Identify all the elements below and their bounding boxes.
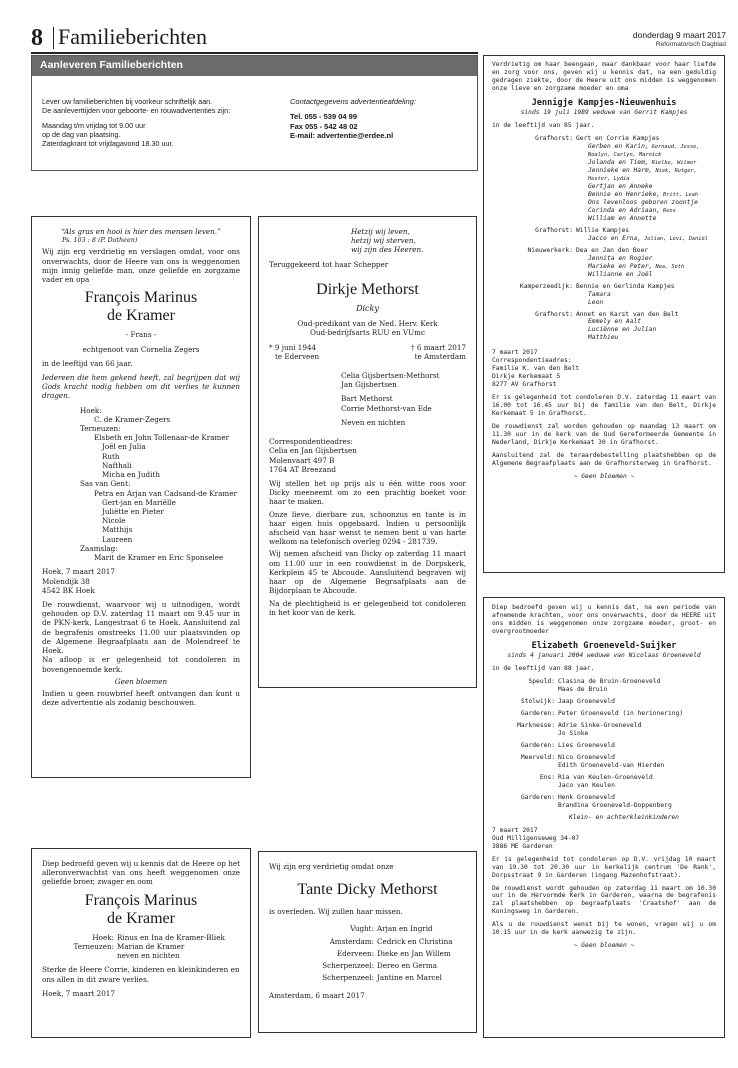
- place-label: [492, 782, 558, 790]
- ad-intro: Wij zijn erg verdrietig en verslagen omdat, voor ons onverwachts, door de Heere van ons is weggenomen mijn innig geliefde man, onze geliefde en zorgzame vader en opa: [42, 247, 240, 285]
- ad-intro: Diep bedroefd geven wij u kennis dat de Heere op het alleronverwachtst van ons heeft weggenomen onze geliefde broer, zwager en oom: [42, 859, 240, 887]
- family-name: Edith Groeneveld-van Hierden: [558, 761, 665, 769]
- family-name: Elsbeth en John Tollenaar-de Kramer: [94, 433, 230, 443]
- bible-quote: “Als gras en hooi is hier des mensen leven.”: [61, 227, 221, 236]
- family-list: [269, 371, 466, 427]
- family-name: Jo Sinke: [558, 729, 589, 737]
- address-line: Familie K. van den Belt: [492, 365, 580, 373]
- family-row: [492, 175, 716, 183]
- family-name: Dereo en Germa: [377, 961, 438, 971]
- grandchildren-names: Julian, Levi, Daniël: [644, 235, 708, 242]
- ad-note: Indien u geen rouwbrief heeft ontvangen dan kunt u deze advertentie als zodanig beschouwen.: [42, 688, 240, 708]
- place-label: [492, 334, 576, 342]
- family-row: [492, 754, 716, 762]
- poem-line: Hetzij wij leven,: [351, 227, 410, 236]
- family-name: Maas de Bruin: [558, 685, 608, 693]
- family-row: [492, 774, 716, 782]
- family-row: [492, 762, 716, 770]
- family-name-main: Jennita en Rogier: [588, 254, 653, 262]
- family-row: [492, 730, 716, 738]
- family-name: [576, 199, 716, 207]
- family-name: Marit de Kramer en Eric Sponselee: [94, 553, 224, 563]
- family-name: [576, 135, 716, 143]
- address-line: Hoek, 7 maart 2017: [42, 567, 115, 577]
- deceased-surname: de Kramer: [107, 307, 175, 325]
- address-line: Correspondentieadres:: [492, 357, 572, 365]
- address-line: Molenvaart 497 B: [269, 455, 335, 465]
- ad-wish: Sterke de Heere Corrie, kinderen en kleinkinderen en ons allen in dit zware verlies.: [42, 965, 240, 984]
- family-name-main: Gertjan en Anneke: [588, 182, 653, 190]
- ad-date: Amsterdam, 6 maart 2017: [269, 990, 365, 1000]
- family-name: [576, 207, 716, 215]
- service-info: De rouwdienst, waarvoor wij u uitnodigen, wordt gehouden op D.V. zaterdag 11 maart om 9.45 uur in de PKN-kerk, Langestraat 6 te Hoek. Aansluitend zal de begrafenis omstreeks 11.00 uur plaatsvinden op de Algemene Begraafplaats aan de Molendreef te Hoek.: [42, 599, 240, 656]
- nickname: Dicky: [356, 303, 379, 313]
- grandchildren-names: Rens: [663, 207, 676, 214]
- family-name: Jaap Groeneveld: [558, 697, 615, 705]
- family-row: [492, 263, 716, 271]
- info-contact: [290, 97, 470, 141]
- family-row: [492, 334, 716, 342]
- address-line: Oud Milligenseweg 34-07: [492, 834, 580, 842]
- family-group: [492, 283, 716, 307]
- family-rows: [492, 678, 716, 810]
- family-row: [492, 283, 716, 291]
- family-row: [492, 802, 716, 810]
- family-name: Arjan en Ingrid: [377, 924, 433, 934]
- place-label: Marknesse:: [517, 721, 555, 729]
- place-label: Hoek:: [92, 932, 114, 942]
- place-label: Zaamslag:: [80, 543, 118, 553]
- place-label: Scherpenzeel:: [322, 961, 374, 971]
- family-group: [492, 247, 716, 279]
- family-row: [42, 933, 240, 942]
- family-row: [492, 710, 716, 718]
- ad-groeneveld: [483, 597, 725, 1038]
- family-name: [576, 283, 716, 291]
- address-line: 1764 AT Breezand: [269, 464, 336, 474]
- family-name: Nafthali: [102, 460, 132, 470]
- family-name: [576, 183, 716, 191]
- place-label: [492, 175, 576, 183]
- family-name: [576, 235, 716, 243]
- place-label: Terneuzen:: [73, 941, 114, 951]
- family-name: Gert-jan en Mariëlle: [102, 497, 176, 507]
- place-label: [492, 326, 576, 334]
- grandchildren-names: Gernaud, Jesse,: [651, 143, 700, 150]
- service-info: De rouwdienst wordt gehouden op zaterdag 11 maart om 10.30 uur in de Hervormde Kerk in Garderen, waarna de begrafenis zal plaatshebben op begraafplaats 'Craatshof' aan de Koningsweg in Garderen.: [492, 884, 716, 916]
- family-row: [492, 318, 716, 326]
- place-label: [492, 686, 558, 694]
- family-row: [492, 199, 716, 207]
- place-label: [492, 151, 576, 159]
- family-group: [492, 754, 716, 770]
- page-number: 8: [31, 25, 43, 51]
- place-label: [492, 291, 576, 299]
- family-name-main: Jennieke en Harm,: [588, 166, 653, 174]
- place-label: Grafhorst:: [535, 134, 573, 142]
- family-row: [492, 255, 716, 263]
- family-row: [492, 271, 716, 279]
- family-row: [269, 937, 466, 946]
- header-rule: [31, 52, 478, 54]
- family-name: [576, 215, 716, 223]
- contact-phone[interactable]: Tel. 055 - 539 04 99: [290, 111, 357, 121]
- family-name: Dieke en Jan Willem: [377, 948, 451, 958]
- family-name-main: Matthieu: [588, 334, 619, 342]
- grandchildren-names: Britt, Leah: [663, 191, 699, 198]
- family-name-main: Leon: [588, 298, 604, 306]
- family-name: [576, 299, 716, 307]
- place-label: [492, 191, 576, 199]
- poem: [269, 227, 466, 255]
- family-name: Ria van Keulen-Groeneveld: [558, 773, 653, 781]
- info-box-title: Aanleveren Familieberichten: [32, 56, 477, 76]
- family-row: [42, 942, 240, 951]
- family-name-main: Luciënne en Julian: [588, 326, 657, 334]
- place-label: Garderen:: [520, 793, 555, 801]
- family-name-main: Tamara: [588, 290, 611, 298]
- family-name: Jantine en Marcel: [377, 973, 442, 983]
- info-line: op de dag van plaatsing.: [42, 130, 121, 140]
- no-flowers: ~ Geen bloemen ~: [573, 473, 635, 481]
- info-box: [31, 55, 478, 171]
- family-name: [576, 291, 716, 299]
- age-line: in de leeftijd van 85 jaar.: [492, 121, 595, 129]
- place-label: [492, 762, 558, 770]
- family-row: [492, 742, 716, 750]
- place-label: [492, 802, 558, 810]
- info-line: De aanleverttijden voor geboorte- en rouwadvertenties zijn:: [42, 106, 231, 116]
- place-label: [492, 299, 576, 307]
- ad-intro: Diep bedroefd geven wij u kennis dat, na een periode van afnemende krachten, voor ons onverwachts, door de HEERE uit ons midden is weggenomen onze zorgzame moeder, groot- en overgrootmoeder: [492, 604, 716, 635]
- ad-intro: Teruggekeerd tot haar Schepper: [269, 259, 389, 269]
- family-name: [576, 255, 716, 263]
- family-row: [492, 782, 716, 790]
- family-name: Clasina de Bruin-Groeneveld: [558, 677, 661, 685]
- service-info: De rouwdienst zal worden gehouden op maandag 13 maart om 11.30 uur in de kerk van de Oud Gereformeerde Gemeente in Nederland, Dirkje Kerkemaat 30 in Grafhorst.: [492, 423, 716, 447]
- contact-email[interactable]: E-mail: advertentie@erdee.nl: [290, 131, 394, 141]
- place-label: Terneuzen:: [80, 424, 121, 434]
- place-label: Amsterdam:: [329, 936, 374, 946]
- ad-kampjes: [483, 55, 725, 573]
- family-name: Joël en Julia: [102, 442, 146, 452]
- place-label: [492, 235, 576, 243]
- ad-intro: Wij zijn erg verdrietig omdat onze: [269, 862, 394, 871]
- family-name: Micha en Judith: [102, 470, 160, 480]
- address-line: Celia en Jan Gijsbertsen: [269, 446, 357, 456]
- address-line: 3886 ME Garderen: [492, 842, 553, 850]
- family-group: [492, 678, 716, 694]
- family-name-main: Annet en Karst van den Belt: [576, 310, 679, 318]
- family-row: [492, 215, 716, 223]
- family-row: [269, 973, 466, 982]
- family-row: [492, 151, 716, 159]
- info-line: Lever uw familieberichten bij voorkeur schriftelijk aan.: [42, 97, 213, 106]
- family-name: Nicole: [102, 516, 126, 526]
- family-row: [42, 951, 240, 960]
- death-place: te Amsterdam: [414, 351, 466, 361]
- family-name: [576, 263, 716, 271]
- place-label: [492, 263, 576, 271]
- address-line: 4542 BK Hoek: [42, 585, 95, 595]
- place-label: Garderen:: [520, 709, 555, 717]
- poem-line: wij zijn des Heeren.: [351, 245, 424, 255]
- ad-de-kramer-family: [31, 216, 251, 778]
- family-row: [492, 686, 716, 694]
- condolence-info: Er is gelegenheid tot condoleren op D.V. vrijdag 10 maart van 19.30 tot 20.30 uur in kerkelijk centrum 'De Rank', Dorpsstraat 9 in Garderen (ingang Mazenhofstraat).: [492, 855, 716, 879]
- contact-fax: Fax 055 - 542 48 02: [290, 121, 358, 131]
- family-row: [492, 247, 716, 255]
- service-info: Wij nemen afscheid van Dicky op zaterdag 11 maart om 11.00 uur in een rouwdienst in de Dorpskerk, Kerkplein 45 te Abcoude. Aansluitend begraven wij haar op de Algemene Begraafplaats aan de Bijdorplaan te Abcoude.: [269, 549, 466, 596]
- family-name-main: Willie Kampjes: [576, 226, 630, 234]
- family-group: [492, 710, 716, 718]
- condolence-info: Na de plechtigheid is er gelegenheid tot condoleren in het koor van de kerk.: [269, 598, 466, 617]
- dates-row: [269, 343, 466, 361]
- place-label: [492, 183, 576, 191]
- family-name: Marian de Kramer: [117, 941, 185, 951]
- info-line: Maandag t/m vrijdag tot 9.00 uur: [42, 120, 146, 130]
- family-name: Henk Groeneveld: [558, 793, 615, 801]
- address-line: 7 maart 2017: [492, 826, 538, 834]
- deceased-name: Tante Dicky Methorst: [297, 881, 438, 899]
- family-group: [492, 227, 716, 243]
- grandchildren-line: Klein- en achterkleinkinderen: [569, 813, 679, 821]
- family-row: [492, 183, 716, 191]
- place-label: Ens:: [539, 773, 555, 781]
- family-name: [576, 175, 716, 183]
- quote-reference: Ps. 103 : 8 (P. Datheen): [62, 236, 138, 245]
- grandchildren-names: Noalyn, Carlyn, Marnick: [588, 151, 662, 158]
- family-name: Matthijs: [102, 525, 133, 535]
- family-name: Petra en Arjan van Cadsand-de Kramer: [94, 488, 237, 498]
- deceased-name: François Marinus: [84, 891, 198, 909]
- family-name-main: Dea en Jan den Boer: [576, 246, 649, 254]
- family-row: [269, 924, 466, 933]
- ad-dirkje-methorst: [258, 216, 477, 688]
- family-name-main: Bennie en Gerlinda Kampjes: [576, 282, 675, 290]
- family-name: Celia Gijsbertsen-Methorst: [341, 370, 440, 380]
- family-row: [492, 167, 716, 175]
- family-row: [492, 794, 716, 802]
- place-label: [492, 207, 576, 215]
- birth-place: te Ederveen: [275, 351, 320, 361]
- deceased-name: Dirkje Methorst: [316, 280, 419, 298]
- deceased-name: Jennigje Kampjes-Nieuwenhuis: [531, 97, 677, 108]
- family-name: Juliëtte en Pieter: [102, 507, 164, 516]
- place-label: [492, 730, 558, 738]
- family-name: [576, 151, 716, 159]
- condolence-info: Na afloop is er gelegenheid tot condoleren in bovengenoemde kerk.: [42, 655, 240, 674]
- family-row: [492, 291, 716, 299]
- family-row: [492, 678, 716, 686]
- ad-de-kramer-siblings: [31, 848, 251, 1038]
- address-line: Molendijk 38: [42, 576, 90, 586]
- place-label: [492, 159, 576, 167]
- info-left: [42, 97, 282, 149]
- deceased-name: François Marinus: [84, 289, 198, 307]
- family-name: [576, 318, 716, 326]
- family-name: Peter Groeneveld (in herinnering): [558, 709, 684, 717]
- place-label: [492, 167, 576, 175]
- family-name: [576, 167, 716, 175]
- header-paper: Reformatorisch Dagblad: [655, 41, 726, 48]
- family-name: [576, 227, 716, 235]
- family-name: Ruth: [102, 451, 120, 461]
- place-label: Kamperzeedijk:: [519, 282, 573, 290]
- place-label: [492, 318, 576, 326]
- family-name-main: Willianne en Joël: [588, 270, 653, 278]
- ad-paragraph: Wij stellen het op prijs als u één witte roos voor Dicky meeneemt om zo een prachtig boeket voor haar te maken.: [269, 478, 466, 507]
- family-name: Cedrick en Christina: [377, 936, 453, 946]
- family-name: [576, 247, 716, 255]
- family-name: Rinus en Ina de Kramer-Bliek: [117, 932, 225, 942]
- widow-line: sinds 19 juli 1989 weduwe van Gerrit Kampjes: [520, 108, 688, 116]
- grandchildren-names: Hester, Lydia: [588, 175, 630, 182]
- ad-paragraph: Als u de rouwdienst wenst bij te wonen, vragen wij u om 10.15 uur in de kerk aanwezig te zijn.: [492, 921, 716, 937]
- family-group: [492, 774, 716, 790]
- place-label: Grafhorst:: [535, 226, 573, 234]
- grandchildren-names: Noa, Seth: [655, 263, 685, 270]
- info-line: Zaterdagkrant tot vrijdagavond 18.30 uur.: [42, 139, 174, 149]
- address-line: Dirkje Kerkemaat 5: [492, 373, 561, 381]
- family-name: Brandina Groeneveld-Doppenberg: [558, 801, 672, 809]
- place-label: Ederveen:: [336, 948, 374, 958]
- family-name-main: Bennie en Henrieke,: [588, 190, 661, 198]
- family-name-main: Jolanda en Tiem,: [588, 158, 649, 166]
- deceased-surname: de Kramer: [107, 909, 175, 927]
- place-label: Meerveld:: [520, 753, 555, 761]
- family-row: [492, 143, 716, 151]
- family-row: [492, 299, 716, 307]
- deceased-name: Elizabeth Groeneveld-Suijker: [531, 640, 677, 651]
- address-line: 7 maart 2017: [492, 349, 538, 357]
- family-name: Corrie Methorst-van Ede: [341, 403, 432, 413]
- family-name: [576, 191, 716, 199]
- place-label: [492, 255, 576, 263]
- ad-quote: Iedereen die hem gekend heeft, zal begrijpen dat wij Gods kracht nodig hebben om dit verlies te kunnen dragen.: [42, 372, 240, 401]
- family-row: [492, 235, 716, 243]
- place-label: [492, 271, 576, 279]
- death-date: † 6 maart 2017: [410, 342, 466, 352]
- family-name-main: Gert en Corrie Kampjes: [576, 134, 660, 142]
- family-group: [492, 698, 716, 706]
- family-name-main: Emmely en Aalt: [588, 318, 642, 326]
- family-row: [492, 722, 716, 730]
- address-line: Correspondentieadres:: [269, 437, 353, 447]
- family-name-main: William en Annette: [588, 214, 657, 222]
- family-name: neven en nichten: [117, 951, 180, 961]
- ad-line: is overleden. Wij zullen haar missen.: [269, 907, 403, 917]
- no-flowers: Geen bloemen: [114, 676, 168, 686]
- family-name-main: Jacco en Erna,: [588, 234, 642, 242]
- family-group: [492, 311, 716, 343]
- family-name-main: Ons levenloos geboren zoontje: [588, 198, 698, 206]
- role-line: Oud-predikant van de Ned. Herv. Kerk: [297, 319, 438, 329]
- place-label: [492, 143, 576, 151]
- address-line: 8277 AV Grafhorst: [492, 381, 557, 389]
- family-name: Bart Methorst: [341, 394, 393, 404]
- place-label: Grafhorst:: [535, 310, 573, 318]
- no-flowers: ~ Geen bloemen ~: [573, 942, 635, 950]
- grandchildren-names: Rielke, Wilmer: [651, 159, 697, 166]
- place-label: Vught:: [350, 924, 374, 934]
- widow-line: sinds 4 januari 2004 weduwe van Nicolaas Groeneveld: [507, 651, 701, 659]
- grandchildren-names: Niek, Rutger,: [655, 167, 697, 174]
- family-name: Jan Gijsbertsen: [341, 380, 397, 390]
- place-label: Scherpenzeel:: [322, 973, 374, 983]
- family-name-main: Gerben en Karin,: [588, 142, 649, 150]
- place-label: Sas van Gent:: [80, 479, 131, 489]
- family-name-main: Marieke en Peter,: [588, 262, 653, 270]
- family-group: [492, 722, 716, 738]
- family-name: Laureen: [102, 534, 133, 544]
- family-group: [492, 742, 716, 750]
- family-row: [492, 191, 716, 199]
- family-name: [576, 159, 716, 167]
- family-name: [576, 334, 716, 342]
- family-name-main: Corinda en Adriaan,: [588, 206, 661, 214]
- family-name: [576, 271, 716, 279]
- family-name: [576, 143, 716, 151]
- place-label: [492, 215, 576, 223]
- header-date: donderdag 9 maart 2017: [632, 30, 726, 40]
- family-row: [269, 949, 466, 958]
- ad-paragraph: Onze lieve, dierbare zus, schoonzus en tante is in haar eigen huis opgebaard. Indien u persoonlijk afscheid van haar wenst te nemen bent u van harte welkom na telefonisch overleg 0294 - 281739.: [269, 509, 466, 547]
- family-group: [492, 794, 716, 810]
- poem-line: hetzij wij sterven,: [351, 236, 416, 246]
- family-group: [492, 135, 716, 223]
- family-row: [492, 207, 716, 215]
- age-line: in de leeftijd van 66 jaar.: [42, 358, 133, 368]
- section-title: Familieberichten: [58, 24, 208, 49]
- ad-intro: Verdrietig om haar beengaan, maar dankbaar voor haar liefde en zorg voor ons, geven wij u kennis dat, na een geduldig gedragen ziekte, door de Heere uit ons midden is weggenomen onze lieve en zorgzame moeder en oma: [492, 61, 716, 92]
- spouse-line: echtgenoot van Cornelia Zegers: [82, 344, 200, 354]
- family-row: [492, 698, 716, 706]
- birth-date: * 9 juni 1944: [269, 342, 317, 352]
- place-label: Stolwijk:: [520, 697, 555, 705]
- place-label: [492, 199, 576, 207]
- ad-tante-dicky: [258, 851, 477, 1033]
- ad-date: Hoek, 7 maart 2017: [42, 988, 115, 998]
- family-name: Neven en nichten: [341, 417, 406, 427]
- family-row: [492, 227, 716, 235]
- family-list: [42, 406, 240, 563]
- age-line: in de leeftijd van 88 jaar.: [492, 664, 595, 672]
- contact-title: Contactgegevens advertentieafdeling:: [290, 97, 416, 106]
- family-name: Adrie Sinke-Groeneveld: [558, 721, 642, 729]
- place-label: Hoek:: [80, 405, 102, 415]
- family-name: C. de Kramer-Zegers: [94, 414, 171, 424]
- family-row: [269, 961, 466, 970]
- family-row: [492, 159, 716, 167]
- family-name: Nico Groeneveld: [558, 753, 615, 761]
- family-groups: [492, 135, 716, 343]
- nickname: - Frans -: [125, 330, 157, 340]
- header-divider: [53, 27, 54, 49]
- condolence-info: Er is gelegenheid tot condoleren D.V. zaterdag 11 maart van 16.00 tot 16.45 uur bij de familie van den Belt, Dirkje Kerkemaat 5 in Grafhorst.: [492, 394, 716, 418]
- place-label: Nieuwerkerk:: [527, 246, 573, 254]
- burial-info: Aansluitend zal de teraardebestelling plaatshebben op de Algemene Begraafplaats aan de Grafhorsterweg in Grafhorst.: [492, 452, 716, 468]
- place-label: Speuld:: [528, 677, 555, 685]
- family-row: [492, 135, 716, 143]
- family-name: Lies Groeneveld: [558, 741, 615, 749]
- role-line: Oud-bedrijfsarts RUU en VUmc: [310, 328, 425, 338]
- family-name: Jaco van Keulen: [558, 781, 615, 789]
- place-label: Garderen:: [520, 741, 555, 749]
